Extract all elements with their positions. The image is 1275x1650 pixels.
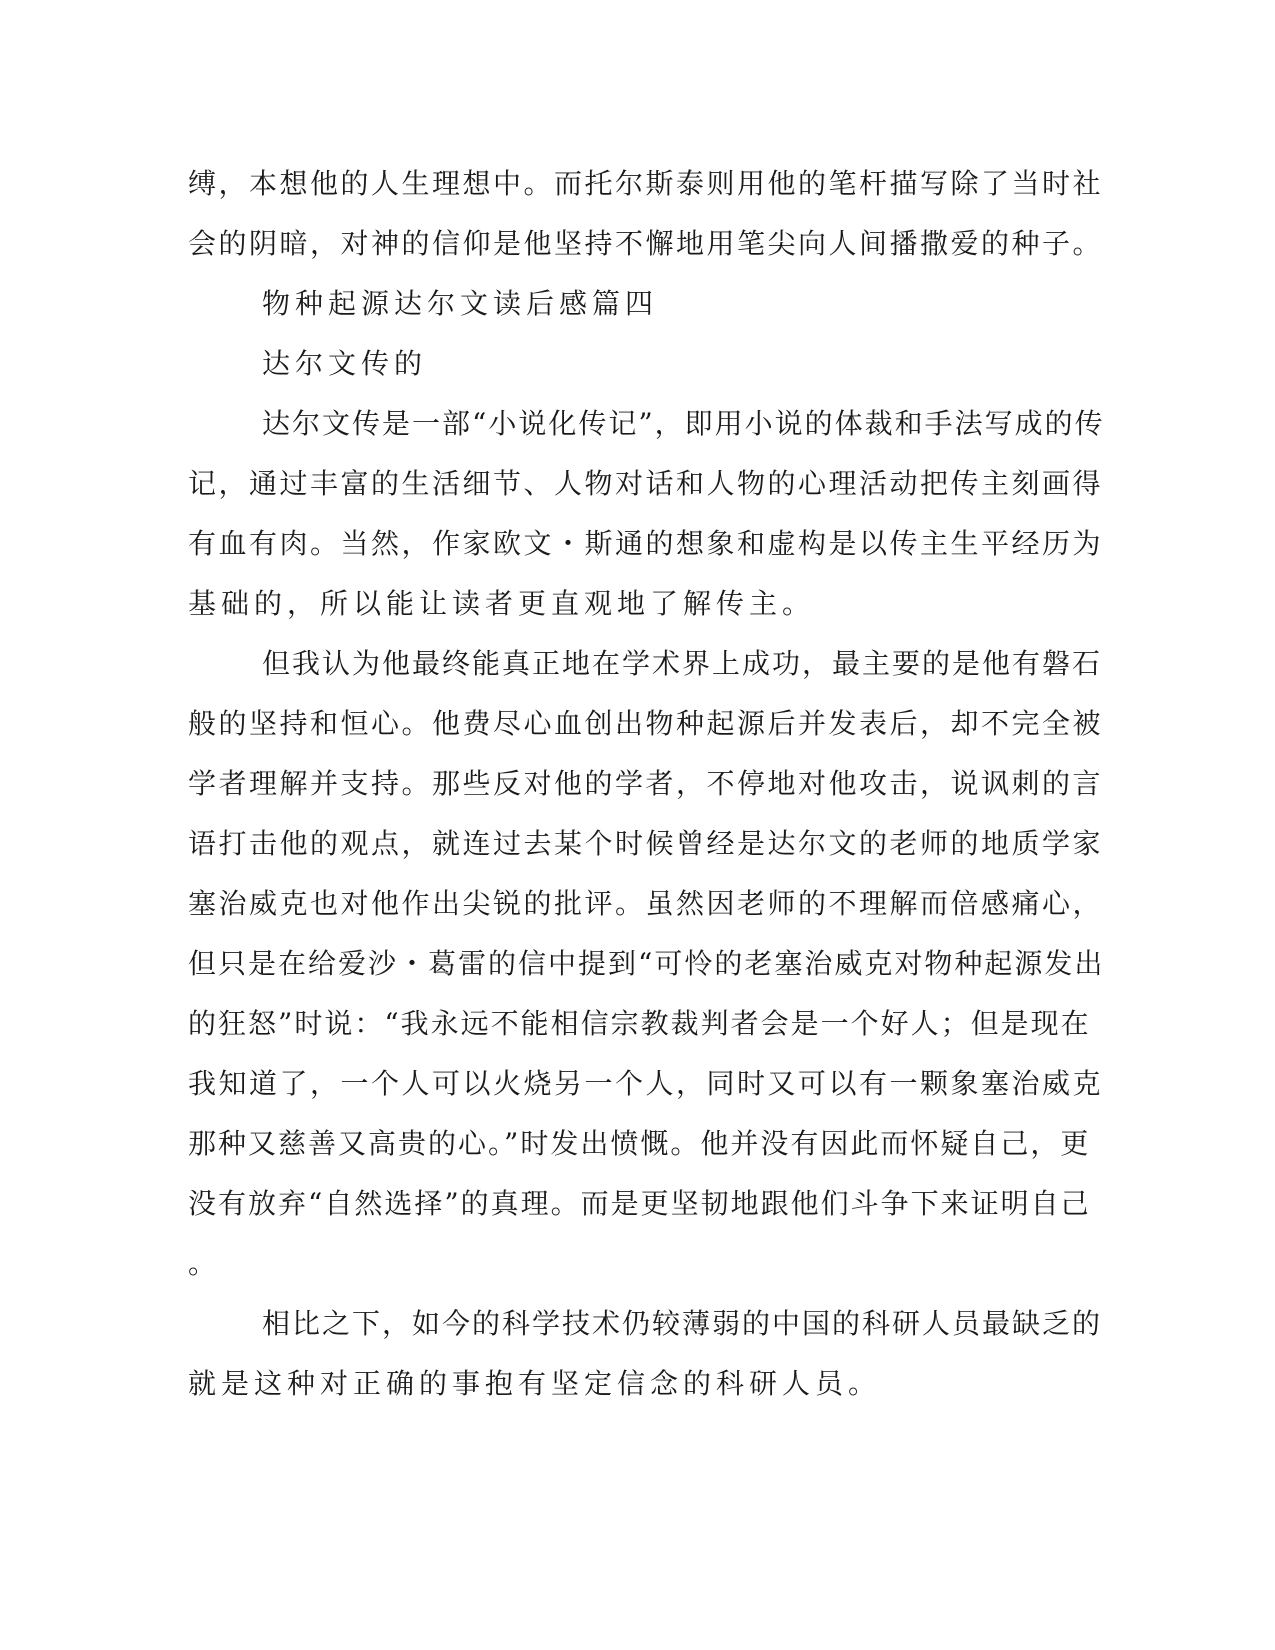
text-line: 缚，本想他的人生理想中。而托尔斯泰则用他的笔杆描写除了当时社 [188,167,1104,200]
text-line: 的狂怒”时说：“我永远不能相信宗教裁判者会是一个好人；但是现在 [188,1007,1091,1040]
text-line: 会的阴暗，对神的信仰是他坚持不懈地用笔尖向人间播撒爱的种子。 [188,227,1104,260]
text-line: 就是这种对正确的事抱有坚定信念的科研人员。 [188,1367,882,1400]
text-line: 。 [188,1247,222,1280]
text-line: 那种又慈善又高贵的心。”时发出愤慨。他并没有因此而怀疑自己，更 [188,1127,1091,1160]
text-line: 语打击他的观点，就连过去某个时候曾经是达尔文的老师的地质学家 [188,827,1104,860]
text-line: 基础的，所以能让读者更直观地了解传主。 [188,587,816,620]
section-heading: 物种起源达尔文读后感篇四 [262,287,659,320]
text-line: 相比之下，如今的科学技术仍较薄弱的中国的科研人员最缺乏的 [262,1307,1103,1340]
text-line: 达尔文传是一部“小说化传记”，即用小说的体裁和手法写成的传 [262,407,1105,440]
text-line: 般的坚持和恒心。他费尽心血创出物种起源后并发表后，却不完全被 [188,707,1104,740]
text-line: 没有放弃“自然选择”的真理。而是更坚韧地跟他们斗争下来证明自己 [188,1187,1091,1220]
text-line: 但我认为他最终能真正地在学术界上成功，最主要的是他有磐石 [262,647,1103,680]
text-line: 我知道了，一个人可以火烧另一个人，同时又可以有一颗象塞治威克 [188,1067,1104,1100]
text-line: 学者理解并支持。那些反对他的学者，不停地对他攻击，说讽刺的言 [188,767,1104,800]
text-line: 有血有肉。当然，作家欧文・斯通的想象和虚构是以传主生平经历为 [188,527,1104,560]
text-line: 塞治威克也对他作出尖锐的批评。虽然因老师的不理解而倍感痛心， [188,887,1104,920]
text-line: 记，通过丰富的生活细节、人物对话和人物的心理活动把传主刻画得 [188,467,1104,500]
subheading: 达尔文传的 [262,347,428,380]
text-line: 但只是在给爱沙・葛雷的信中提到“可怜的老塞治威克对物种起源发出 [188,947,1105,980]
